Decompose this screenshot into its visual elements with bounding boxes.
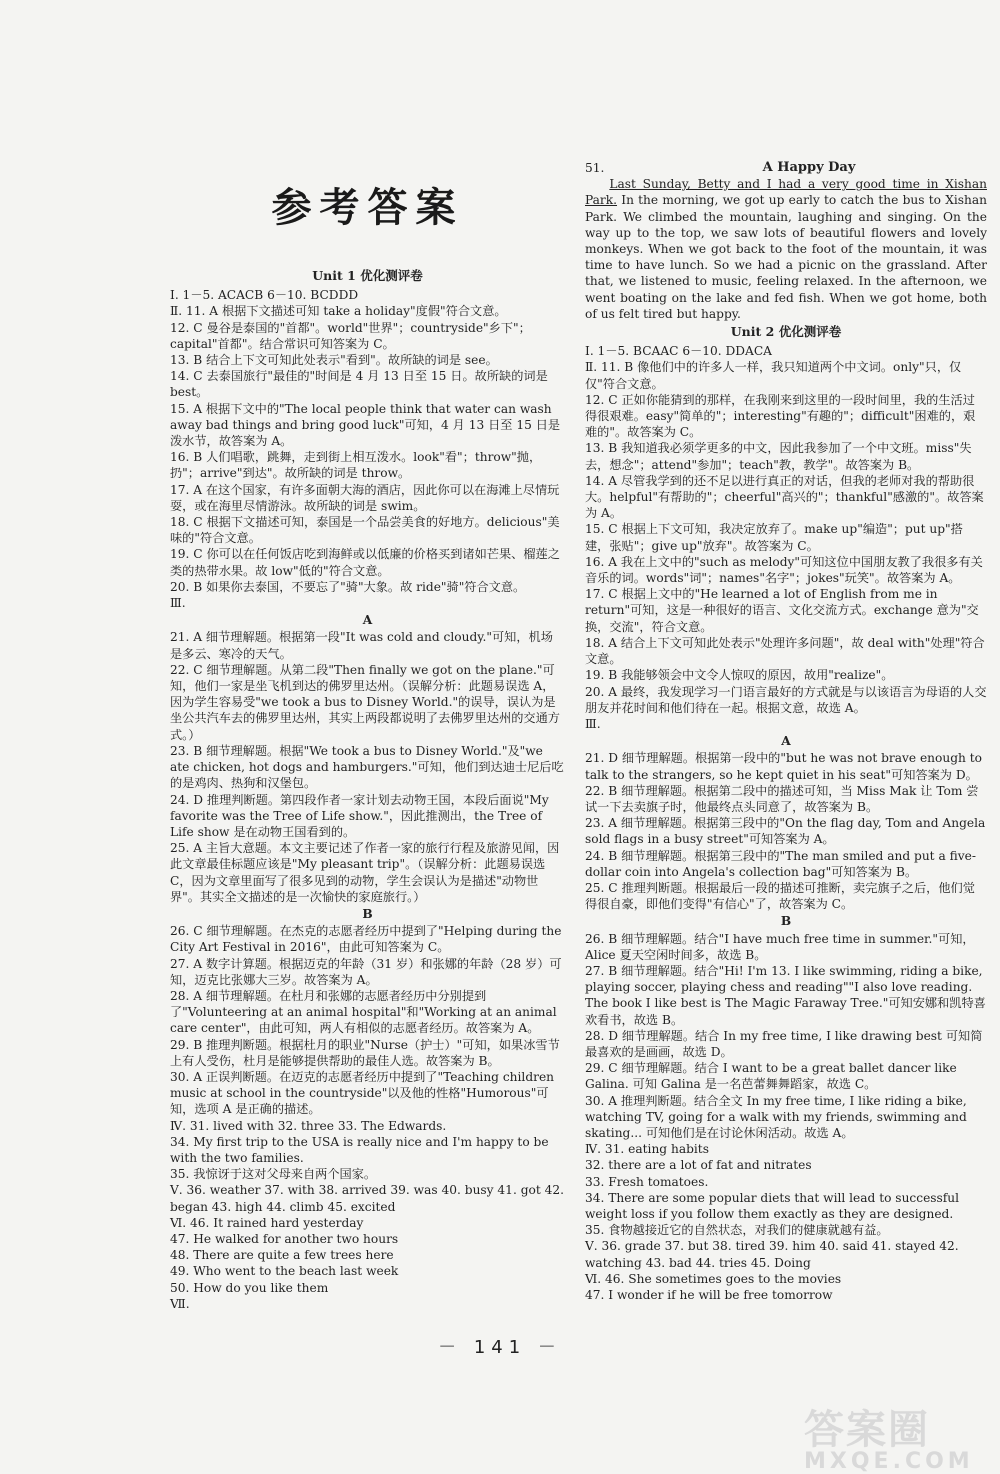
answer-line: Ⅶ.: [170, 1296, 190, 1311]
passage-body: [585, 176, 987, 322]
unit1-heading: Unit 1 优化测评卷: [312, 268, 423, 283]
passage-underlined: Last Sunday, Betty and I had a very good time in Xishan Park.: [585, 177, 987, 208]
answer-line: Ⅵ. 46. It rained hard yesterday: [170, 1215, 364, 1230]
answer-line: Ⅴ. 36. weather 37. with 38. arrived 39. was 40. busy 41. got 42. began 43. high 44. climb 45. excited: [170, 1183, 564, 1214]
answer-line: 16. A 我在上文中的"such as melody"可知这位中国朋友教了我很多有关音乐的词。words"词"；names"名字"；jokes"玩笑"。故答案为 A。: [585, 554, 983, 586]
answer-line: Ⅴ. 36. grade 37. but 38. tired 39. him 40. said 41. stayed 42. watching 43. bad 44. tries 45. Doing: [585, 1239, 959, 1270]
answer-line: 22. C 细节理解题。从第二段"Then finally we got on the plane."可知，他们一家是坐飞机到达的佛罗里达州。（误解分析：此题易误选 A，因为学生容易受"we took a bus to Disney World."的误导，误认为是坐公共汽车去的佛罗里达州，其实上两段都说明了去佛罗里达州的交通方式。）: [170, 662, 560, 742]
unit2-answers-part3: [585, 931, 987, 1304]
answer-line: Ⅱ. 11. A 根据下文描述可知 take a holiday"度假"符合文意。: [170, 304, 507, 319]
section-label: A: [781, 734, 791, 749]
question-number: 51.: [585, 161, 605, 175]
answer-line: 28. A 细节理解题。在杜月和张娜的志愿者经历中分别提到了"Volunteering at an animal hospital"和"Working at an animal care center"，由此可知，两人有相似的志愿者经历。故答案为 A。: [170, 988, 557, 1036]
passage-text: In the morning, we got up early to catch the bus to Xishan Park. We climbed the mountain, laughing and singing. On the way up to the top, we saw lots of beautiful flowers and lovely monkeys. When we got back to the foot of the mountain, it was time to have lunch. So we had a picnic on the grassland. After that, we listened to music, feeling relaxed. In the afternoon, we went boating on the lake and fed fish. When we got home, both of us felt tired but happy.: [585, 193, 987, 321]
answer-line: 18. A 结合上下文可知此处表示"处理许多问题"，故 deal with"处理"符合文意。: [585, 635, 985, 667]
watermark-text-cn: 答案圈: [804, 1407, 930, 1453]
unit2-heading: Unit 2 优化测评卷: [730, 324, 842, 340]
answer-line: 22. B 细节理解题。根据第二段中的描述可知，当 Miss Mak 让 Tom 尝试一下去卖旗子时，他最终点头同意了，故答案为 B。: [585, 783, 979, 814]
answer-line: 17. A 在这个国家，有许多面朝大海的酒店，因此你可以在海滩上尽情玩耍，或在海里尽情游泳。故所缺的词是 swim。: [170, 482, 560, 513]
unit1-answers-part1: [170, 287, 565, 595]
unit2-answers-part2: [585, 750, 987, 912]
answer-line: 23. B 细节理解题。根据"We took a bus to Disney World."及"we ate chicken, hot dogs and hamburgers."可知，他们到达迪士尼后吃的是鸡肉、热狗和汉堡包。: [170, 743, 564, 791]
section-label: B: [780, 914, 792, 929]
answer-line: 34. There are some popular diets that will lead to successful weight loss if you follow them exactly as they are designed.: [585, 1190, 960, 1221]
answer-line: 27. A 数字计算题。根据迈克的年龄（31 岁）和张娜的年龄（28 岁）可知，迈克比张娜大三岁。故答案为 A。: [170, 956, 562, 987]
answer-line: 13. B 结合上下文可知此处表示"看到"。故所缺的词是 see。: [170, 353, 498, 368]
answer-line: 24. B 细节理解题。根据第三段中的"The man smiled and put a five-dollar coin into Angela's collection bag"可知答案为 B。: [585, 848, 976, 879]
answer-line: 28. D 细节理解题。结合 In my free time, I like drawing best 可知简最喜欢的是画画，故选 D。: [585, 1028, 983, 1059]
answer-line: 25. A 主旨大意题。本文主要记述了作者一家的旅行行程及旅游见闻，因此文章最佳标题应该是"My pleasant trip"。（误解分析：此题易误选 C，因为文章里面写了很多见到的动物，学生会误认为是描述"动物世界"。其实全文描述的是一次愉快的家庭旅行。）: [170, 841, 560, 904]
answer-line: 17. C 根据上文中的"He learned a lot of English from me in return"可知，这是一种很好的语言、文化交流方式。exchange 意为"交换，交流"，符合文意。: [585, 587, 979, 634]
answer-line: 25. C 推理判断题。根据最后一段的描述可推断，卖完旗子之后，他们觉得很自豪，即他们变得"有信心"了，故答案为 C。: [585, 880, 975, 912]
passage-title: A Happy Day: [762, 160, 856, 175]
answer-line: Ⅵ. 46. She sometimes goes to the movies: [585, 1271, 842, 1286]
right-column: [585, 160, 987, 1303]
answer-line: 30. A 推理判断题。结合全文 In my free time, I like riding a bike, watching TV, going for a walk with my friends, swimming and skating... 可知他们是在讨论休闲活动。故选 A。: [585, 1093, 967, 1140]
answer-line: 19. C 你可以在任何饭店吃到海鲜或以低廉的价格买到诸如芒果、榴莲之类的热带水果。故 low"低的"符合文意。: [170, 547, 560, 578]
passage-header: [585, 160, 987, 176]
answer-line: 47. He walked for another two hours: [170, 1231, 399, 1246]
answer-line: 24. D 推理判断题。第四段作者一家计划去动物王国，本段后面说"My favorite was the Tree of Life show."，因此推测出，the Tree of Life show 是在动物王国看到的。: [170, 792, 549, 839]
answer-line: Ⅳ. 31. eating habits: [585, 1142, 709, 1157]
answer-line: 20. A 最终，我发现学习一门语言最好的方式就是与以该语言为母语的人交朋友并花时间和他们待在一起。根据文意，故选 A。: [585, 684, 987, 715]
watermark-logo: [804, 1398, 984, 1474]
answer-line: 14. C 去泰国旅行"最佳的"时间是 4 月 13 日至 15 日。故所缺的词是 best。: [170, 369, 548, 400]
answer-line: Ⅱ. 11. B 像他们中的许多人一样，我只知道两个中文词。only"只，仅仅"符合文意。: [585, 360, 962, 391]
answer-line: 49. Who went to the beach last week: [170, 1264, 399, 1279]
answer-line: 26. B 细节理解题。结合"I have much free time in summer."可知，Alice 夏天空闲时间多，故选 B。: [585, 931, 975, 962]
answer-line: Ⅰ. 1－5. BCAAC 6－10. DDACA: [585, 344, 772, 359]
section-label: Ⅲ.: [585, 716, 601, 731]
answer-line: 14. A 尽管我学到的还不足以进行真正的对话，但我的老师对我的帮助很大。helpful"有帮助的"；cheerful"高兴的"；thankful"感激的"。故答案为 A。: [585, 473, 984, 521]
unit2-answers-part1: [585, 343, 987, 716]
answer-line: 27. B 细节理解题。结合"Hi! I'm 13. I like swimming, riding a bike, playing soccer, playing chess and reading""I also love reading. The book I like best is The Magic Faraway Tree."可知安娜和凯特喜欢看书，故选 B。: [585, 963, 986, 1027]
watermark-text-en: MXQE.COM: [804, 1449, 974, 1474]
answer-line: 34. My first trip to the USA is really nice and I'm happy to be with the two families.: [170, 1134, 549, 1165]
answer-line: 35. 食物越接近它的自然状态，对我们的健康就越有益。: [585, 1223, 889, 1238]
section-label: Ⅲ.: [170, 596, 186, 611]
section-label: B: [362, 906, 373, 921]
answer-line: 15. C 根据上下文可知，我决定放弃了。make up"编造"；put up"搭建，张贴"；give up"放弃"。故答案为 C。: [585, 522, 963, 553]
answer-line: Ⅳ. 31. lived with 32. three 33. The Edwards.: [170, 1118, 447, 1133]
section-label: A: [362, 613, 373, 628]
unit1-answers-part2: [170, 629, 565, 904]
answer-line: 48. There are quite a few trees here: [170, 1248, 394, 1263]
answer-line: 23. A 细节理解题。根据第三段中的"On the flag day, Tom and Angela sold flags in a busy street"可知答案为 A。: [585, 816, 986, 847]
answer-line: 19. B 我能够领会中文令人惊叹的原因，故用"realize"。: [585, 668, 894, 683]
answer-line: 16. B 人们唱歌，跳舞，走到街上相互泼水。look"看"；throw"抛，扔"；arrive"到达"。故所缺的词是 throw。: [170, 450, 542, 481]
unit1-answers-part3: [170, 923, 565, 1312]
answer-line: 20. B 如果你去泰国，不要忘了"骑"大象。故 ride"骑"符合文意。: [170, 579, 526, 594]
page-number: － 141 －: [438, 1337, 562, 1358]
answer-line: 50. How do you like them: [170, 1280, 329, 1295]
page-title: 参考答案: [271, 184, 464, 231]
answer-line: Ⅰ. 1－5. ACACB 6－10. BCDDD: [170, 288, 359, 303]
answer-line: 13. B 我知道我必须学更多的中文，因此我参加了一个中文班。miss"失去，想念"；attend"参加"；teach"教，教学"。故答案为 B。: [585, 441, 972, 472]
answer-line: 29. C 细节理解题。结合 I want to be a great ballet dancer like Galina. 可知 Galina 是一名芭蕾舞舞蹈家，故选 C。: [585, 1061, 957, 1092]
answer-line: 12. C 曼谷是泰国的"首都"。world"世界"；countryside"乡下"；capital"首都"。结合常识可知答案为 C。: [170, 320, 531, 351]
answer-line: 15. A 根据下文中的"The local people think that water can wash away bad things and bring good luck"可知，4 月 13 日至 15 日是泼水节，故答案为 A。: [170, 401, 561, 449]
answer-line: 35. 我惊讶于这对父母来自两个国家。: [170, 1167, 377, 1182]
answer-line: 32. there are a lot of fat and nitrates: [585, 1158, 812, 1173]
answer-line: 30. A 正误判断题。在迈克的志愿者经历中提到了"Teaching children music at school in the countryside"以及他的性格"Humorous"可知，选项 A 是正确的描述。: [170, 1069, 555, 1117]
left-column: [170, 148, 565, 1312]
answer-line: 21. A 细节理解题。根据第一段"It was cold and cloudy."可知，机场是多云、寒冷的天气。: [170, 630, 553, 661]
answer-line: 47. I wonder if he will be free tomorrow: [585, 1288, 833, 1303]
answer-line: 18. C 根据下文描述可知，泰国是一个品尝美食的好地方。delicious"美味的"符合文意。: [170, 515, 560, 546]
answer-line: 26. C 细节理解题。在杰克的志愿者经历中提到了"Helping during the City Art Festival in 2016"，由此可知答案为 C。: [170, 924, 562, 955]
answer-line: 12. C 正如你能猜到的那样，在我刚来到这里的一段时间里，我的生活过得很艰难。easy"简单的"；interesting"有趣的"；difficult"困难的，艰难的"。故答案为 C。: [585, 392, 976, 440]
answer-line: 29. B 推理判断题。根据杜月的职业"Nurse（护士）"可知，如果冰雪节上有人受伤，杜月是能够提供帮助的最佳人选。故答案为 B。: [170, 1037, 560, 1068]
answer-line: 33. Fresh tomatoes.: [585, 1174, 709, 1189]
answer-line: 21. D 细节理解题。根据第一段中的"but he was not brave enough to talk to the strangers, so he kept quiet in his seat"可知答案为 D。: [585, 751, 982, 782]
